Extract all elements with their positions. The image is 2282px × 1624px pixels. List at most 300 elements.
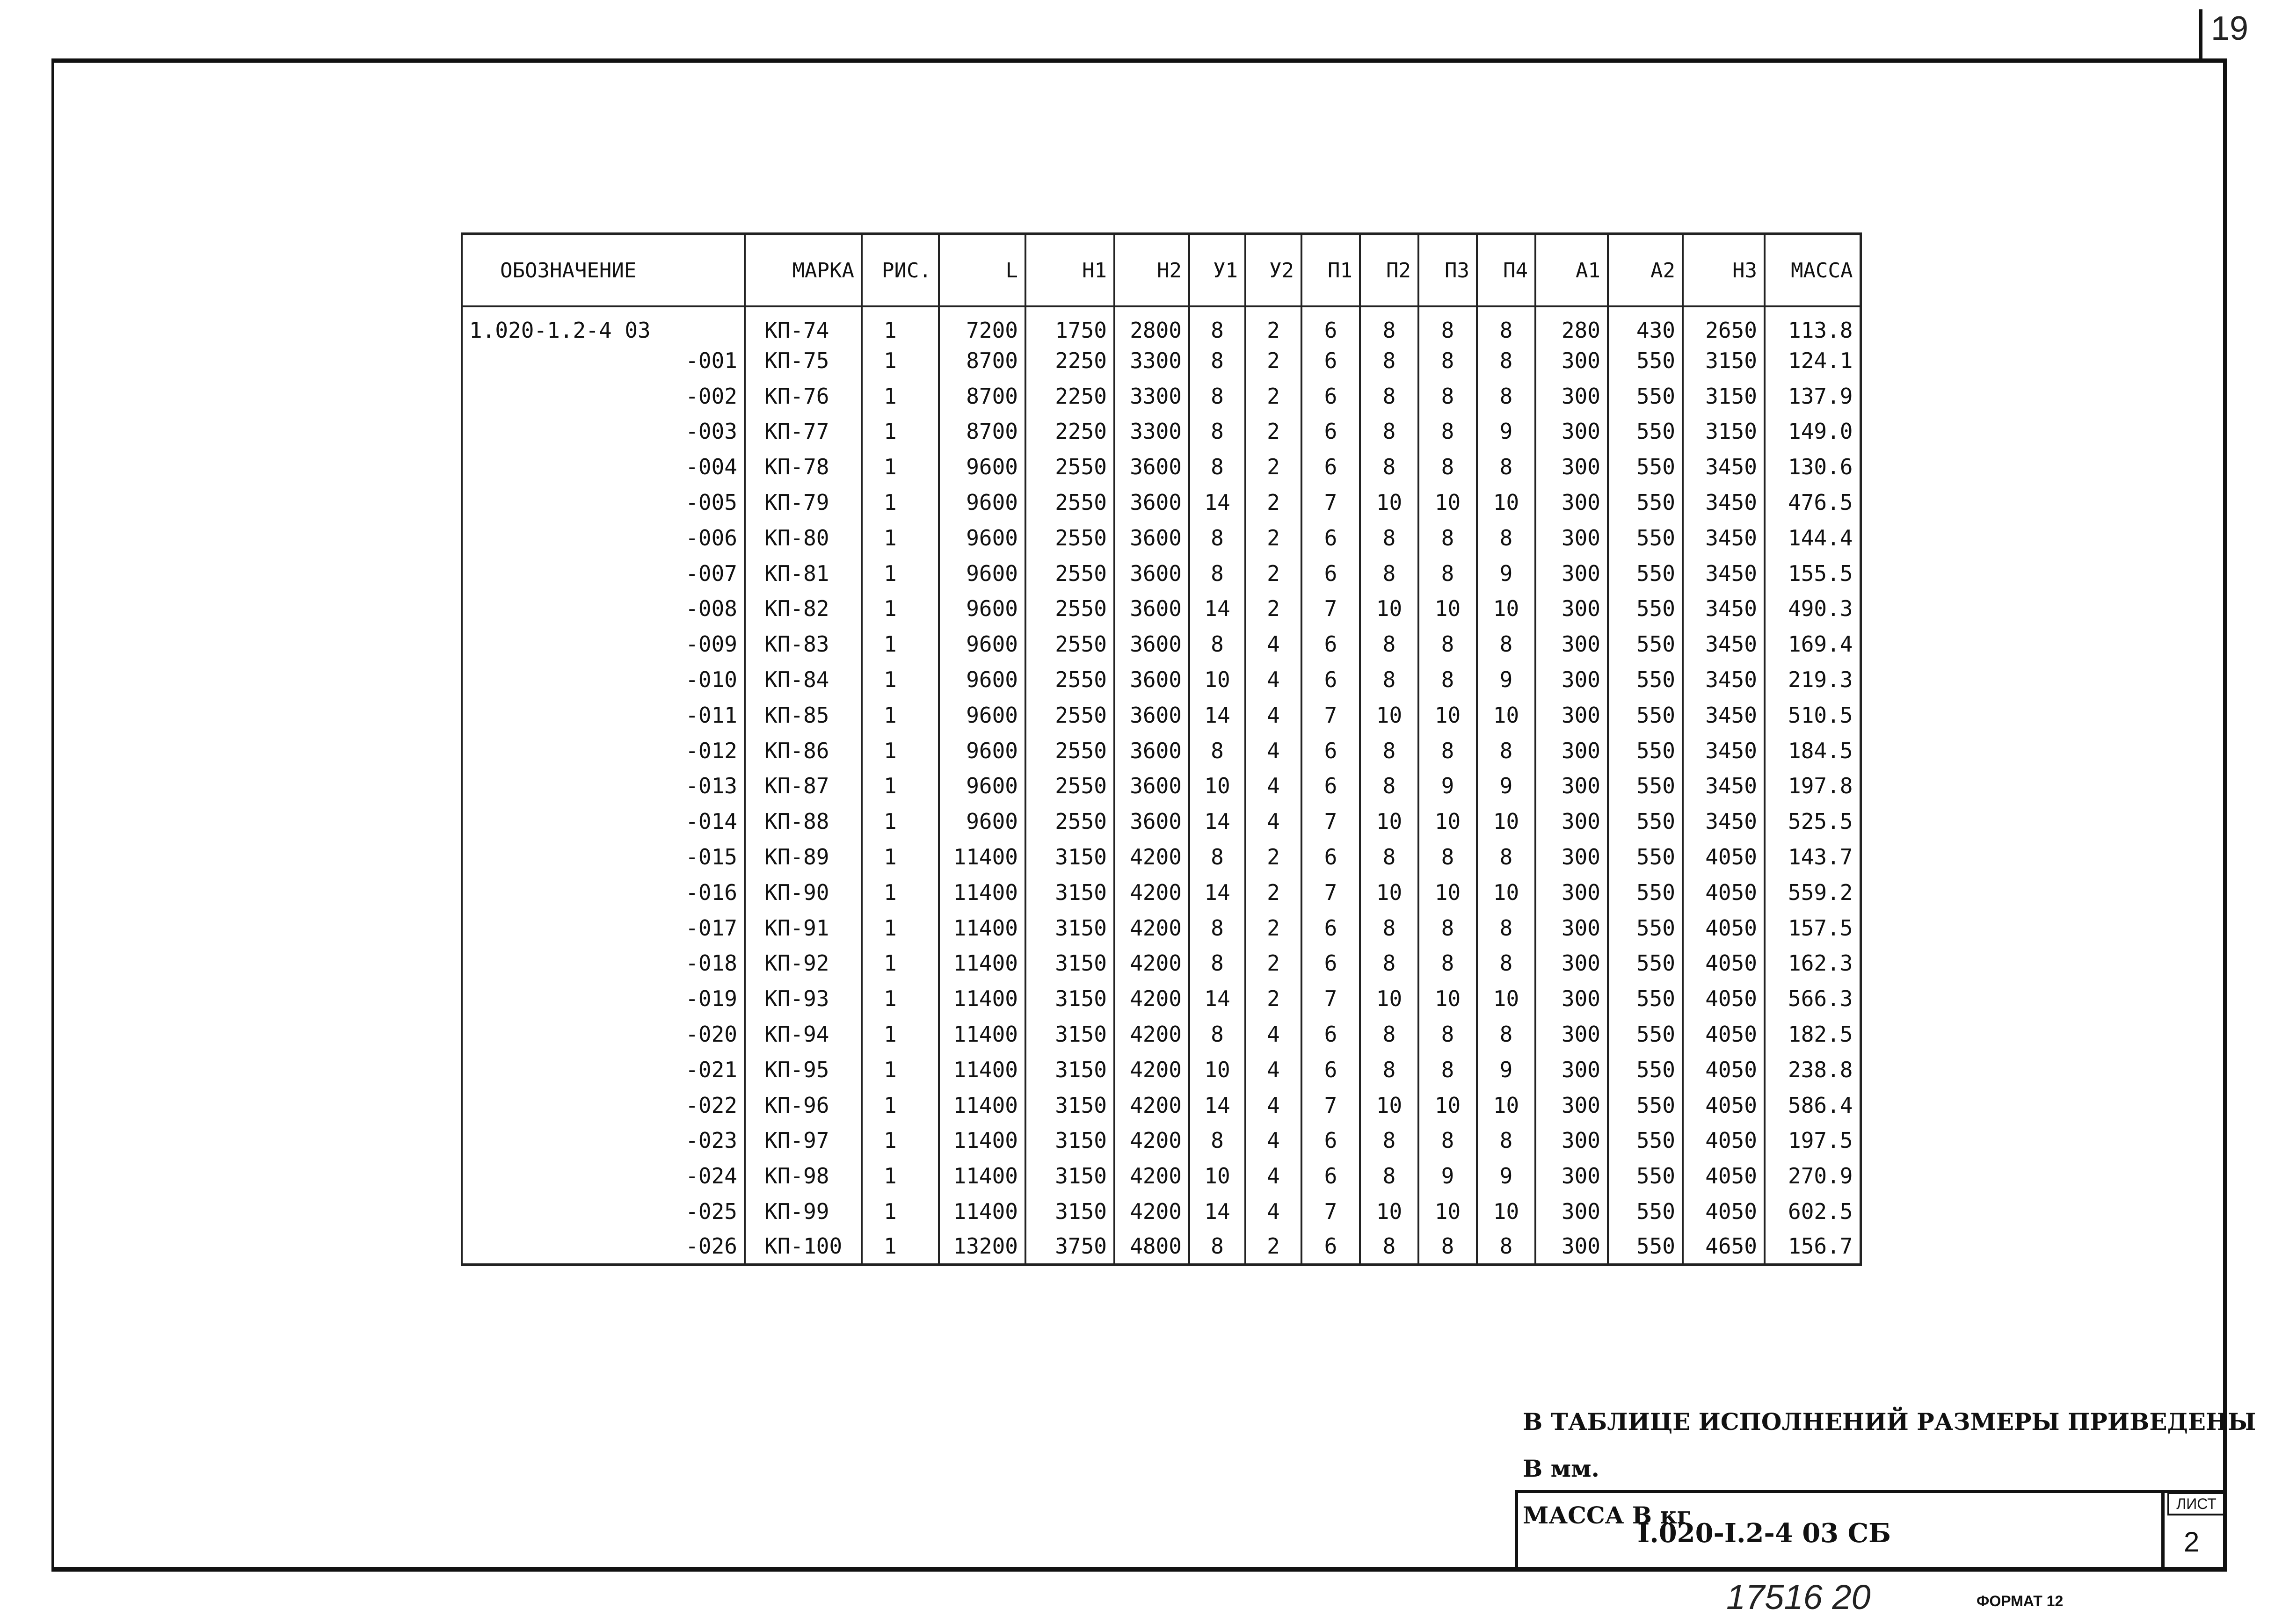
table-row — [462, 1088, 1860, 1123]
table-cell: 550 — [1608, 343, 1683, 378]
table-cell: 2550 — [1025, 804, 1114, 839]
table-cell: 8 — [1418, 520, 1477, 556]
table-cell: 3600 — [1114, 520, 1189, 556]
table-cell: 4 — [1245, 1016, 1301, 1052]
table-cell: 9600 — [939, 449, 1025, 485]
table-cell: КП-94 — [745, 1016, 862, 1052]
table-cell: 10 — [1477, 697, 1535, 733]
table-row — [462, 768, 1860, 804]
table-cell: 4050 — [1683, 1052, 1765, 1088]
table-row — [462, 1016, 1860, 1052]
table-cell: 550 — [1608, 768, 1683, 804]
table-cell: 8 — [1360, 839, 1418, 875]
table-cell: 4 — [1245, 1194, 1301, 1229]
table-cell: 8 — [1189, 1229, 1245, 1265]
table-cell: 300 — [1535, 910, 1608, 946]
table-cell: КП-85 — [745, 697, 862, 733]
table-cell: 6 — [1301, 306, 1360, 343]
table-cell: 9600 — [939, 520, 1025, 556]
table-cell: 9600 — [939, 804, 1025, 839]
table-cell: 8 — [1189, 1016, 1245, 1052]
table-cell: 300 — [1535, 804, 1608, 839]
table-cell: 270.9 — [1765, 1158, 1860, 1194]
table-cell: 300 — [1535, 556, 1608, 591]
table-cell: 8 — [1360, 520, 1418, 556]
table-cell: 8 — [1189, 449, 1245, 485]
table-cell: 1 — [862, 946, 939, 981]
table-row — [462, 414, 1860, 450]
table-cell: 4 — [1245, 1052, 1301, 1088]
table-cell: 10 — [1418, 697, 1477, 733]
table-cell: 300 — [1535, 733, 1608, 768]
table-cell: 2250 — [1025, 343, 1114, 378]
table-cell: 550 — [1608, 839, 1683, 875]
table-cell: 10 — [1418, 1194, 1477, 1229]
table-cell: КП-90 — [745, 875, 862, 910]
table-cell: 8 — [1360, 556, 1418, 591]
table-cell: 3450 — [1683, 697, 1765, 733]
table-cell: 550 — [1608, 556, 1683, 591]
table-cell: 11400 — [939, 981, 1025, 1016]
table-cell: 10 — [1418, 1088, 1477, 1123]
table-row — [462, 485, 1860, 520]
table-cell: 1 — [862, 910, 939, 946]
table-cell: 550 — [1608, 626, 1683, 662]
table-cell: 8 — [1360, 1016, 1418, 1052]
table-cell: 300 — [1535, 1158, 1608, 1194]
table-cell: 4 — [1245, 1088, 1301, 1123]
table-cell: 4 — [1245, 662, 1301, 697]
table-cell: 3450 — [1683, 626, 1765, 662]
table-cell: 9600 — [939, 662, 1025, 697]
table-cell: 4050 — [1683, 981, 1765, 1016]
table-cell: 6 — [1301, 1229, 1360, 1265]
table-cell: -003 — [462, 414, 745, 450]
table-row — [462, 733, 1860, 768]
table-cell: 4200 — [1114, 1123, 1189, 1159]
table-cell: 9600 — [939, 768, 1025, 804]
column-header: У1 — [1189, 234, 1245, 306]
table-cell: 8 — [1477, 946, 1535, 981]
table-cell: 4200 — [1114, 1158, 1189, 1194]
table-cell: 1 — [862, 556, 939, 591]
table-cell: 197.8 — [1765, 768, 1860, 804]
table-cell: 10 — [1360, 485, 1418, 520]
table-cell: КП-98 — [745, 1158, 862, 1194]
column-header: РИС. — [862, 234, 939, 306]
table-cell: 525.5 — [1765, 804, 1860, 839]
table-cell: 1 — [862, 875, 939, 910]
table-cell: 300 — [1535, 875, 1608, 910]
table-cell: 550 — [1608, 1229, 1683, 1265]
table-cell: КП-88 — [745, 804, 862, 839]
table-cell: 8 — [1477, 1123, 1535, 1159]
table-cell: 7 — [1301, 591, 1360, 627]
table-cell: КП-86 — [745, 733, 862, 768]
document-code: I.020-I.2-4 03 СБ — [1637, 1518, 1891, 1549]
table-row — [462, 1229, 1860, 1265]
table-cell: -022 — [462, 1088, 745, 1123]
table-cell: КП-82 — [745, 591, 862, 627]
table-cell: 8 — [1360, 733, 1418, 768]
table-cell: 9600 — [939, 591, 1025, 627]
table-cell: 2550 — [1025, 697, 1114, 733]
table-cell: 4200 — [1114, 875, 1189, 910]
column-header: А2 — [1608, 234, 1683, 306]
table-cell: 300 — [1535, 1052, 1608, 1088]
table-cell: 8 — [1418, 378, 1477, 414]
table-cell: 156.7 — [1765, 1229, 1860, 1265]
table-cell: 1 — [862, 306, 939, 343]
table-cell: -011 — [462, 697, 745, 733]
table-cell: -006 — [462, 520, 745, 556]
table-cell: 9600 — [939, 733, 1025, 768]
table-cell: 14 — [1189, 875, 1245, 910]
table-cell: 4 — [1245, 626, 1301, 662]
table-row — [462, 626, 1860, 662]
table-cell: 9 — [1477, 768, 1535, 804]
table-cell: 7 — [1301, 697, 1360, 733]
table-cell: 2 — [1245, 910, 1301, 946]
table-cell: 11400 — [939, 1123, 1025, 1159]
table-cell: 4050 — [1683, 1123, 1765, 1159]
table-cell: 550 — [1608, 662, 1683, 697]
table-cell: 300 — [1535, 414, 1608, 450]
table-cell: 1 — [862, 768, 939, 804]
column-header: П3 — [1418, 234, 1477, 306]
table-cell: 2550 — [1025, 733, 1114, 768]
table-cell: 300 — [1535, 981, 1608, 1016]
table-cell: 11400 — [939, 1158, 1025, 1194]
table-cell: 4050 — [1683, 910, 1765, 946]
table-cell: 4 — [1245, 768, 1301, 804]
table-cell: КП-74 — [745, 306, 862, 343]
table-cell: 2 — [1245, 556, 1301, 591]
table-cell: -002 — [462, 378, 745, 414]
table-cell: 3150 — [1025, 875, 1114, 910]
column-header: П4 — [1477, 234, 1535, 306]
table-cell: 10 — [1477, 875, 1535, 910]
table-cell: 3150 — [1683, 378, 1765, 414]
table-cell: 3300 — [1114, 414, 1189, 450]
table-cell: КП-78 — [745, 449, 862, 485]
column-header: ОБОЗНАЧЕНИЕ — [462, 234, 745, 306]
table-cell: 550 — [1608, 1016, 1683, 1052]
table-cell: 8 — [1418, 733, 1477, 768]
table-cell: 7 — [1301, 1088, 1360, 1123]
table-cell: КП-100 — [745, 1229, 862, 1265]
table-cell: 8 — [1477, 910, 1535, 946]
table-cell: 6 — [1301, 733, 1360, 768]
table-cell: 1 — [862, 1229, 939, 1265]
table-cell: 1750 — [1025, 306, 1114, 343]
table-cell: 300 — [1535, 946, 1608, 981]
table-cell: 8 — [1189, 306, 1245, 343]
table-cell: КП-77 — [745, 414, 862, 450]
table-cell: -013 — [462, 768, 745, 804]
table-cell: 550 — [1608, 520, 1683, 556]
table-cell: 6 — [1301, 1158, 1360, 1194]
table-cell: 550 — [1608, 414, 1683, 450]
table-cell: 8 — [1189, 520, 1245, 556]
table-cell: 3600 — [1114, 768, 1189, 804]
table-cell: 2550 — [1025, 556, 1114, 591]
page-number: 19 — [2211, 10, 2249, 47]
table-cell: 8 — [1360, 306, 1418, 343]
table-cell: 162.3 — [1765, 946, 1860, 981]
table-cell: 3150 — [1025, 981, 1114, 1016]
column-header: Н1 — [1025, 234, 1114, 306]
table-cell: 8 — [1360, 343, 1418, 378]
table-cell: 1 — [862, 662, 939, 697]
table-cell: 2550 — [1025, 485, 1114, 520]
table-cell: 6 — [1301, 343, 1360, 378]
column-header: А1 — [1535, 234, 1608, 306]
table-cell: КП-96 — [745, 1088, 862, 1123]
table-cell: 14 — [1189, 804, 1245, 839]
table-cell: КП-83 — [745, 626, 862, 662]
table-cell: 300 — [1535, 485, 1608, 520]
table-cell: 9600 — [939, 556, 1025, 591]
table-cell: 4200 — [1114, 910, 1189, 946]
table-cell: 8 — [1477, 839, 1535, 875]
table-cell: 8 — [1189, 556, 1245, 591]
table-cell: 8700 — [939, 414, 1025, 450]
table-cell: 3450 — [1683, 768, 1765, 804]
table-cell: 6 — [1301, 520, 1360, 556]
table-cell: 7 — [1301, 804, 1360, 839]
table-cell: -025 — [462, 1194, 745, 1229]
table-cell: 1 — [862, 1016, 939, 1052]
table-cell: 8 — [1418, 306, 1477, 343]
table-cell: КП-76 — [745, 378, 862, 414]
table-cell: 1 — [862, 1158, 939, 1194]
table-cell: 300 — [1535, 768, 1608, 804]
table-cell: 1 — [862, 733, 939, 768]
table-cell: КП-87 — [745, 768, 862, 804]
table-cell: 3600 — [1114, 697, 1189, 733]
table-cell: 8 — [1360, 662, 1418, 697]
table-row — [462, 875, 1860, 910]
table-cell: 3450 — [1683, 733, 1765, 768]
table-cell: 6 — [1301, 1123, 1360, 1159]
table-cell: 8 — [1418, 449, 1477, 485]
table-cell: 8 — [1477, 378, 1535, 414]
table-cell: 8 — [1418, 556, 1477, 591]
table-cell: 10 — [1477, 1194, 1535, 1229]
table-cell: 8700 — [939, 378, 1025, 414]
table-cell: 430 — [1608, 306, 1683, 343]
table-cell: 8 — [1189, 378, 1245, 414]
table-cell: 586.4 — [1765, 1088, 1860, 1123]
table-cell: 8 — [1477, 626, 1535, 662]
table-cell: 1 — [862, 343, 939, 378]
table-cell: 3150 — [1025, 839, 1114, 875]
table-cell: 2 — [1245, 591, 1301, 627]
table-cell: КП-75 — [745, 343, 862, 378]
table-cell: 9 — [1477, 662, 1535, 697]
table-cell: -012 — [462, 733, 745, 768]
table-cell: 2 — [1245, 414, 1301, 450]
table-cell: 3150 — [1025, 1194, 1114, 1229]
column-header: У2 — [1245, 234, 1301, 306]
table-row — [462, 839, 1860, 875]
table-cell: 3150 — [1683, 414, 1765, 450]
table-cell: 2 — [1245, 306, 1301, 343]
table-cell: 2250 — [1025, 414, 1114, 450]
table-row — [462, 1158, 1860, 1194]
column-header: МАССА — [1765, 234, 1860, 306]
table-cell: 550 — [1608, 875, 1683, 910]
table-cell: 11400 — [939, 1194, 1025, 1229]
table-cell: 124.1 — [1765, 343, 1860, 378]
table-row — [462, 556, 1860, 591]
table-cell: 3600 — [1114, 485, 1189, 520]
table-cell: 1 — [862, 697, 939, 733]
table-cell: 3600 — [1114, 591, 1189, 627]
table-cell: 1 — [862, 1052, 939, 1088]
table-cell: 8 — [1189, 1123, 1245, 1159]
table-cell: 6 — [1301, 768, 1360, 804]
table-cell: 9600 — [939, 485, 1025, 520]
table-cell: 4200 — [1114, 1016, 1189, 1052]
table-cell: 10 — [1360, 1194, 1418, 1229]
table-cell: 149.0 — [1765, 414, 1860, 450]
table-cell: 2550 — [1025, 591, 1114, 627]
table-cell: 4 — [1245, 804, 1301, 839]
table-cell: -020 — [462, 1016, 745, 1052]
table-cell: 1 — [862, 414, 939, 450]
column-header: П1 — [1301, 234, 1360, 306]
table-cell: 550 — [1608, 1052, 1683, 1088]
table-cell: 7 — [1301, 485, 1360, 520]
table-cell: 6 — [1301, 626, 1360, 662]
table-cell: 3450 — [1683, 449, 1765, 485]
table-cell: 300 — [1535, 591, 1608, 627]
table-cell: 169.4 — [1765, 626, 1860, 662]
table-cell: 3300 — [1114, 343, 1189, 378]
table-cell: 1 — [862, 626, 939, 662]
table-cell: 300 — [1535, 1088, 1608, 1123]
table-cell: 300 — [1535, 662, 1608, 697]
table-cell: 144.4 — [1765, 520, 1860, 556]
table-cell: 10 — [1360, 591, 1418, 627]
table-row — [462, 910, 1860, 946]
table-cell: -019 — [462, 981, 745, 1016]
table-cell: 14 — [1189, 981, 1245, 1016]
table-cell: 7 — [1301, 981, 1360, 1016]
table-cell: -023 — [462, 1123, 745, 1159]
table-cell: КП-81 — [745, 556, 862, 591]
table-cell: 3750 — [1025, 1229, 1114, 1265]
table-cell: 550 — [1608, 449, 1683, 485]
table-row — [462, 1194, 1860, 1229]
table-cell: 4050 — [1683, 1088, 1765, 1123]
table-cell: 6 — [1301, 449, 1360, 485]
table-cell: 2550 — [1025, 626, 1114, 662]
table-cell: 1 — [862, 981, 939, 1016]
table-cell: 9 — [1418, 768, 1477, 804]
table-cell: 1 — [862, 520, 939, 556]
table-cell: 3150 — [1025, 1088, 1114, 1123]
table-cell: 4200 — [1114, 981, 1189, 1016]
sheet-label: ЛИСТ — [2167, 1492, 2225, 1515]
table-cell: 10 — [1418, 981, 1477, 1016]
table-cell: 559.2 — [1765, 875, 1860, 910]
table-cell: 8 — [1189, 343, 1245, 378]
table-cell: 10 — [1189, 768, 1245, 804]
table-cell: 9 — [1477, 556, 1535, 591]
table-cell: 550 — [1608, 1158, 1683, 1194]
table-cell: -024 — [462, 1158, 745, 1194]
table-cell: 8 — [1477, 343, 1535, 378]
column-header: МАРКА — [745, 234, 862, 306]
table-cell: 10 — [1360, 804, 1418, 839]
table-cell: 4 — [1245, 697, 1301, 733]
table-cell: 14 — [1189, 485, 1245, 520]
table-cell: 8 — [1477, 1016, 1535, 1052]
table-cell: 2 — [1245, 946, 1301, 981]
table-cell: 3600 — [1114, 449, 1189, 485]
table-cell: 9600 — [939, 697, 1025, 733]
table-cell: 14 — [1189, 1088, 1245, 1123]
table-cell: 3450 — [1683, 485, 1765, 520]
table-cell: 300 — [1535, 1016, 1608, 1052]
table-cell: 2650 — [1683, 306, 1765, 343]
table-cell: 14 — [1189, 591, 1245, 627]
table-cell: 8 — [1418, 1229, 1477, 1265]
table-cell: -016 — [462, 875, 745, 910]
table-row — [462, 449, 1860, 485]
table-cell: 280 — [1535, 306, 1608, 343]
table-cell: -018 — [462, 946, 745, 981]
table-cell: 10 — [1360, 875, 1418, 910]
table-cell: 10 — [1477, 591, 1535, 627]
table-cell: 4 — [1245, 1123, 1301, 1159]
table-cell: 2 — [1245, 449, 1301, 485]
table-cell: 9 — [1477, 1158, 1535, 1194]
table-cell: 9600 — [939, 626, 1025, 662]
table-cell: -007 — [462, 556, 745, 591]
table-cell: 3150 — [1025, 910, 1114, 946]
table-cell: 8 — [1418, 1016, 1477, 1052]
table-cell: 4 — [1245, 1158, 1301, 1194]
table-cell: 7200 — [939, 306, 1025, 343]
table-cell: КП-92 — [745, 946, 862, 981]
table-cell: 10 — [1477, 485, 1535, 520]
table-cell: 8 — [1418, 1123, 1477, 1159]
table-cell: 2550 — [1025, 520, 1114, 556]
table-cell: 11400 — [939, 839, 1025, 875]
table-cell: 197.5 — [1765, 1123, 1860, 1159]
table-cell: 182.5 — [1765, 1016, 1860, 1052]
table-cell: 1 — [862, 591, 939, 627]
table-cell: 10 — [1418, 804, 1477, 839]
table-cell: 550 — [1608, 910, 1683, 946]
table-cell: 3150 — [1025, 1158, 1114, 1194]
table-cell: 4 — [1245, 733, 1301, 768]
table-cell: 550 — [1608, 804, 1683, 839]
table-cell: -021 — [462, 1052, 745, 1088]
table-cell: 2 — [1245, 839, 1301, 875]
table-cell: -009 — [462, 626, 745, 662]
table-cell: 490.3 — [1765, 591, 1860, 627]
table-cell: 8 — [1360, 768, 1418, 804]
table-cell: 3450 — [1683, 556, 1765, 591]
table-cell: 10 — [1477, 981, 1535, 1016]
table-cell: 8 — [1477, 520, 1535, 556]
table-cell: 13200 — [939, 1229, 1025, 1265]
